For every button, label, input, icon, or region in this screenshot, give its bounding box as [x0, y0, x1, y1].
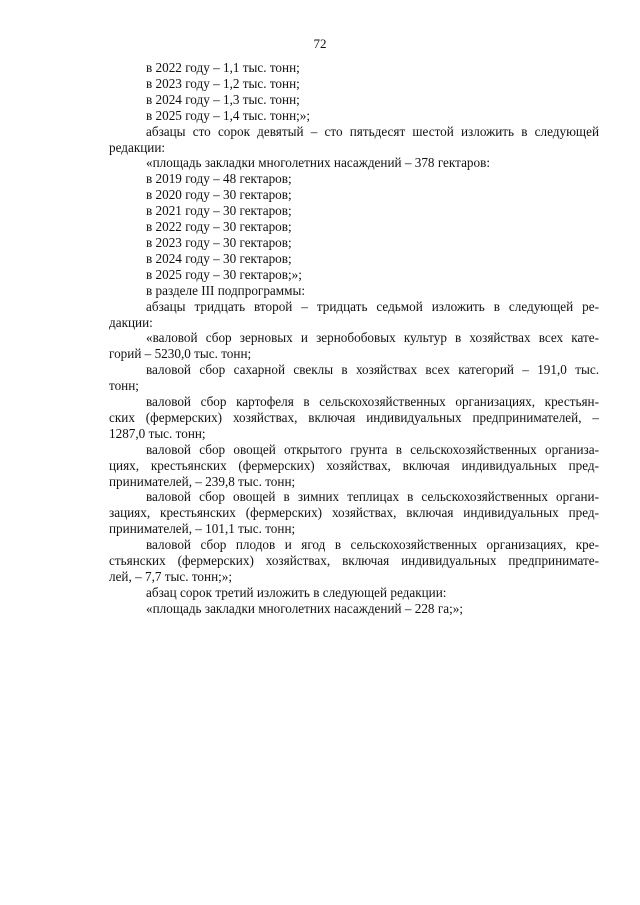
text-line: зациях, крестьянских (фермерских) хозяйствах, включая индивидуальных пред- — [109, 505, 599, 521]
text-line: в 2020 году – 30 гектаров; — [146, 187, 292, 203]
text-line: в 2022 году – 1,1 тыс. тонн; — [146, 60, 300, 75]
text-line: абзац сорок третий изложить в следующей редакции: — [146, 584, 447, 600]
text-line: в 2023 году – 30 гектаров; — [146, 234, 292, 250]
text-line: в 2019 году – 48 гектаров; — [146, 171, 292, 187]
text-line: тонн; — [109, 378, 139, 394]
text-line: в 2025 году – 30 гектаров;»; — [146, 266, 302, 282]
text-line: горий – 5230,0 тыс. тонн; — [109, 346, 252, 362]
page-number: 72 — [313, 36, 327, 51]
text-line: в 2024 году – 30 гектаров; — [146, 250, 292, 266]
text-line: принимателей, – 101,1 тыс. тонн; — [109, 521, 296, 537]
text-line: дакции: — [109, 314, 153, 330]
text-line: принимателей, – 239,8 тыс. тонн; — [109, 473, 296, 489]
text-line: валовой сбор плодов и ягод в сельскохозяйственных организациях, кре- — [146, 537, 599, 553]
text-line: абзацы сто сорок девятый – сто пятьдесят шестой изложить в следующей — [146, 123, 599, 139]
text-line: в разделе III подпрограммы: — [146, 282, 306, 298]
text-line: валовой сбор овощей в зимних теплицах в сельскохозяйственных органи- — [146, 489, 599, 505]
text-line: стьянских (фермерских) хозяйствах, включая индивидуальных предпринимате- — [109, 553, 599, 569]
text-line: абзацы тридцать второй – тридцать седьмой изложить в следующей ре- — [146, 298, 599, 314]
text-line: в 2022 году – 30 гектаров; — [146, 219, 292, 235]
text-line: циях, крестьянских (фермерских) хозяйствах, включая индивидуальных пред- — [109, 457, 599, 473]
text-line: «площадь закладки многолетних насаждений – 378 гектаров: — [146, 155, 490, 171]
text-line: валовой сбор сахарной свеклы в хозяйствах всех категорий – 191,0 тыс. — [146, 362, 599, 378]
text-line: валовой сбор картофеля в сельскохозяйственных организациях, крестьян- — [146, 394, 599, 410]
text-line: 1287,0 тыс. тонн; — [109, 425, 206, 441]
text-line: в 2021 году – 30 гектаров; — [146, 203, 292, 219]
text-line: редакции: — [109, 139, 166, 155]
text-line: лей, – 7,7 тыс. тонн;»; — [109, 569, 233, 584]
text-line: в 2024 году – 1,3 тыс. тонн; — [146, 91, 300, 107]
text-line: в 2023 году – 1,2 тыс. тонн; — [146, 75, 300, 91]
document-body — [109, 60, 599, 617]
text-line: «площадь закладки многолетних насаждений – 228 га;»; — [146, 600, 464, 616]
text-line: ских (фермерских) хозяйствах, включая индивидуальных предпринимателей, – — [109, 409, 599, 425]
text-line: «валовой сбор зерновых и зернобобовых культур в хозяйствах всех кате- — [146, 330, 599, 346]
text-line: в 2025 году – 1,4 тыс. тонн;»; — [146, 107, 311, 123]
text-line: валовой сбор овощей открытого грунта в сельскохозяйственных организа- — [146, 441, 599, 457]
